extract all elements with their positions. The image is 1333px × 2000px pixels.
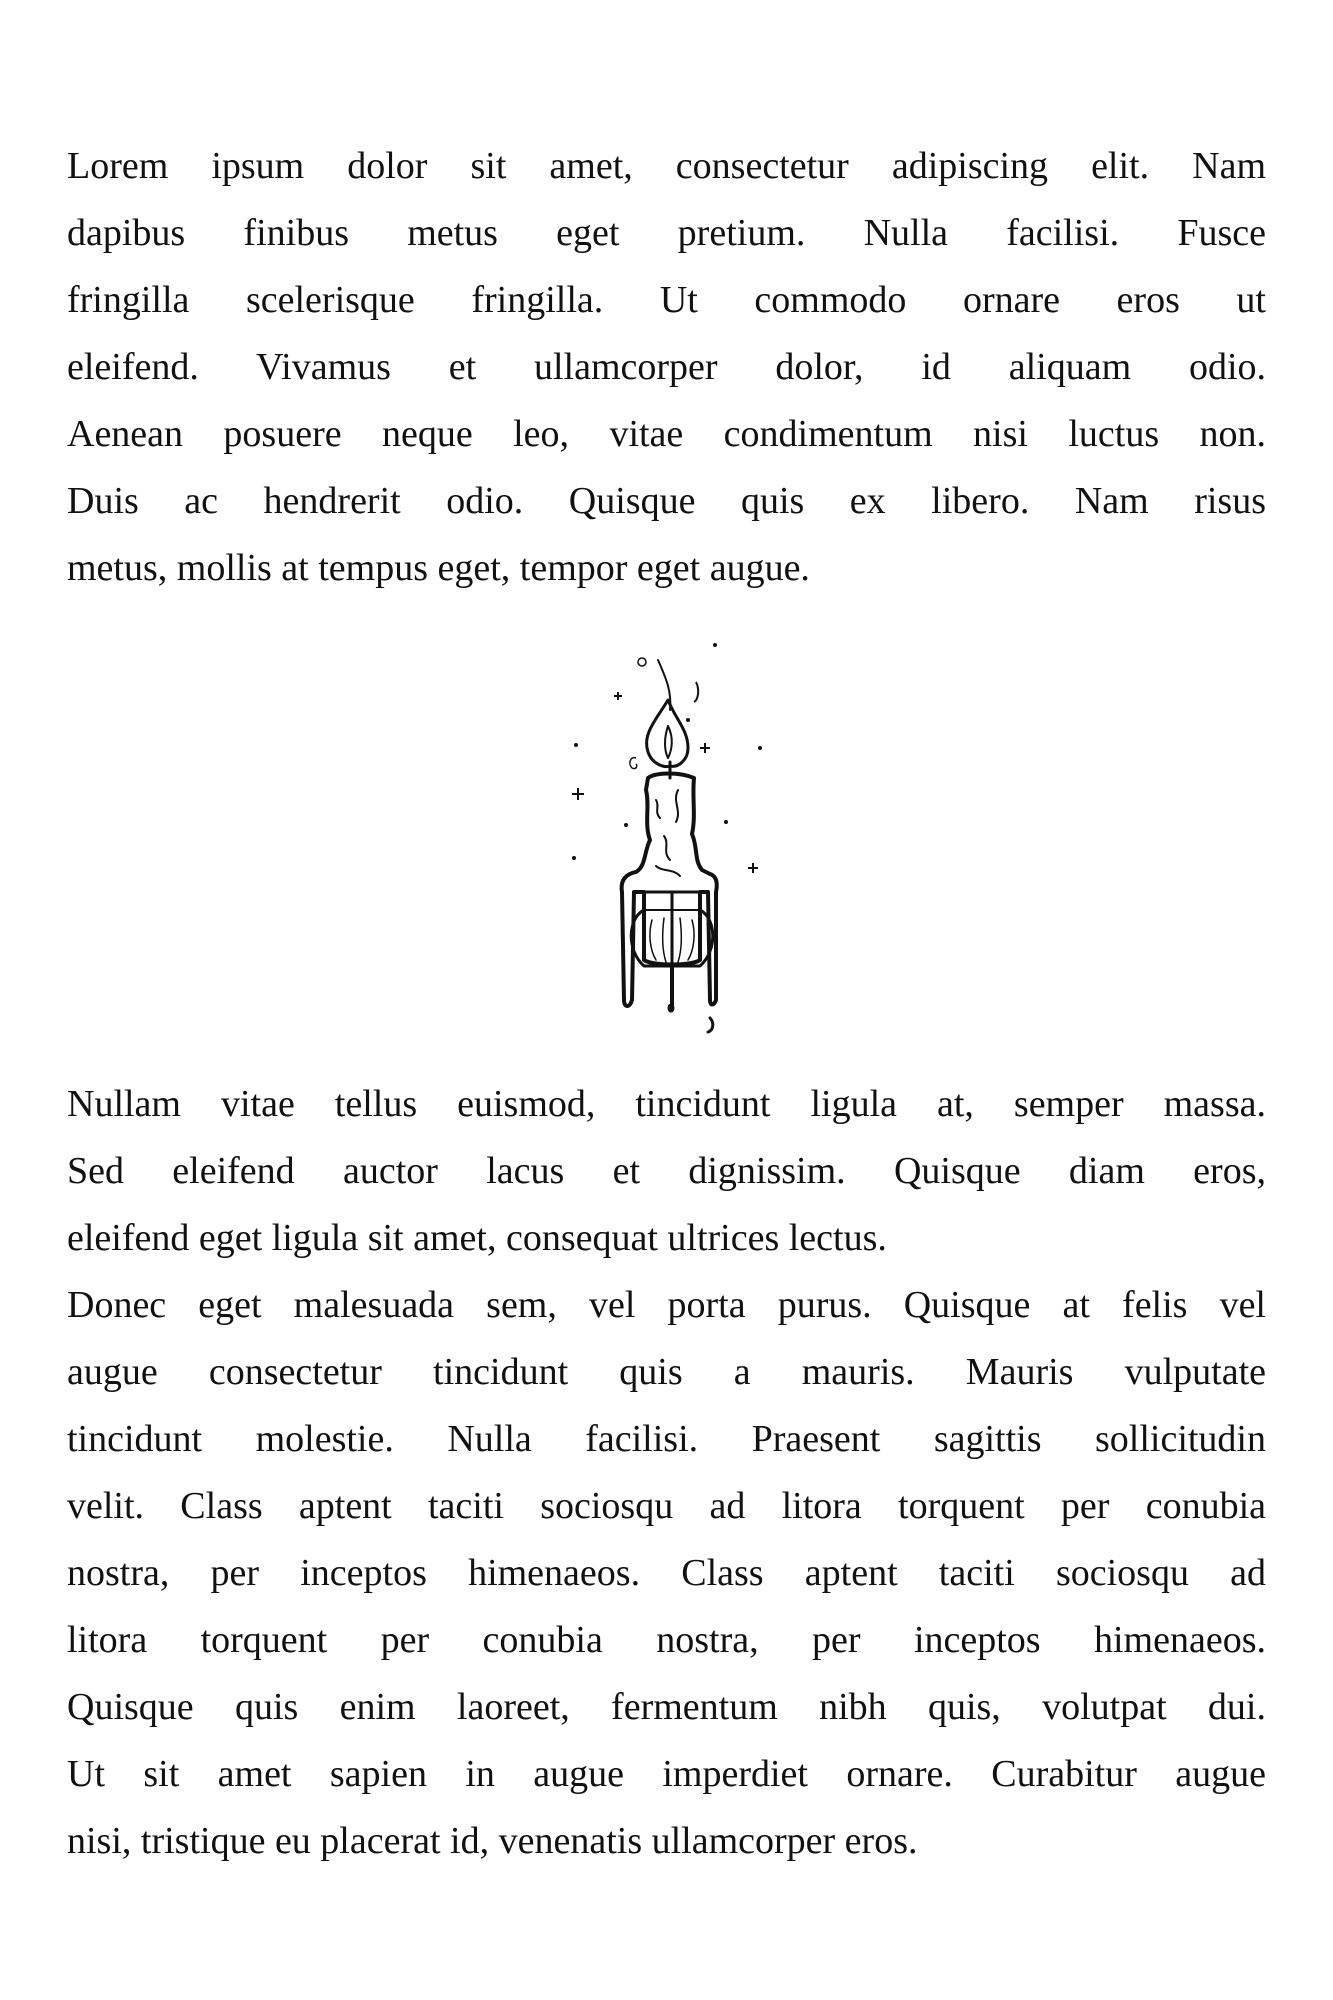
text-line: Donec eget malesuada sem, vel porta purus. Quisque at felis vel	[67, 1284, 1266, 1326]
paragraph-1	[67, 133, 1266, 602]
text-line: Duis ac hendrerit odio. Quisque quis ex libero. Nam risus	[67, 480, 1266, 522]
text-line: Sed eleifend auctor lacus et dignissim. Quisque diam eros,	[67, 1150, 1266, 1192]
candle-body-icon	[622, 774, 717, 1007]
text-line: dapibus finibus metus eget pretium. Nulla facilisi. Fusce	[67, 212, 1266, 254]
text-line: augue consectetur tincidunt quis a mauris. Mauris vulputate	[67, 1351, 1266, 1393]
text-line: metus, mollis at tempus eget, tempor eget augue.	[67, 547, 810, 589]
text-line: Quisque quis enim laoreet, fermentum nibh quis, volutpat dui.	[67, 1686, 1266, 1728]
paragraph-2	[67, 1071, 1266, 1875]
text-line: eleifend. Vivamus et ullamcorper dolor, id aliquam odio.	[67, 346, 1266, 388]
text-line: nostra, per inceptos himenaeos. Class aptent taciti sociosqu ad	[67, 1552, 1266, 1594]
text-line: fringilla scelerisque fringilla. Ut commodo ornare eros ut	[67, 279, 1266, 321]
candle-illustration-icon	[560, 630, 780, 1040]
text-line: nisi, tristique eu placerat id, venenatis ullamcorper eros.	[67, 1820, 918, 1862]
text-line: Ut sit amet sapien in augue imperdiet ornare. Curabitur augue	[67, 1753, 1266, 1795]
text-line: tincidunt molestie. Nulla facilisi. Praesent sagittis sollicitudin	[67, 1418, 1266, 1460]
text-line: eleifend eget ligula sit amet, consequat ultrices lectus.	[67, 1217, 887, 1259]
text-line: Aenean posuere neque leo, vitae condimentum nisi luctus non.	[67, 413, 1266, 455]
text-line: litora torquent per conubia nostra, per inceptos himenaeos.	[67, 1619, 1266, 1661]
text-line: Lorem ipsum dolor sit amet, consectetur adipiscing elit. Nam	[67, 145, 1266, 187]
text-line: Nullam vitae tellus euismod, tincidunt ligula at, semper massa.	[67, 1083, 1266, 1125]
text-line: velit. Class aptent taciti sociosqu ad litora torquent per conubia	[67, 1485, 1266, 1527]
wax-drop-icon	[708, 1018, 713, 1032]
